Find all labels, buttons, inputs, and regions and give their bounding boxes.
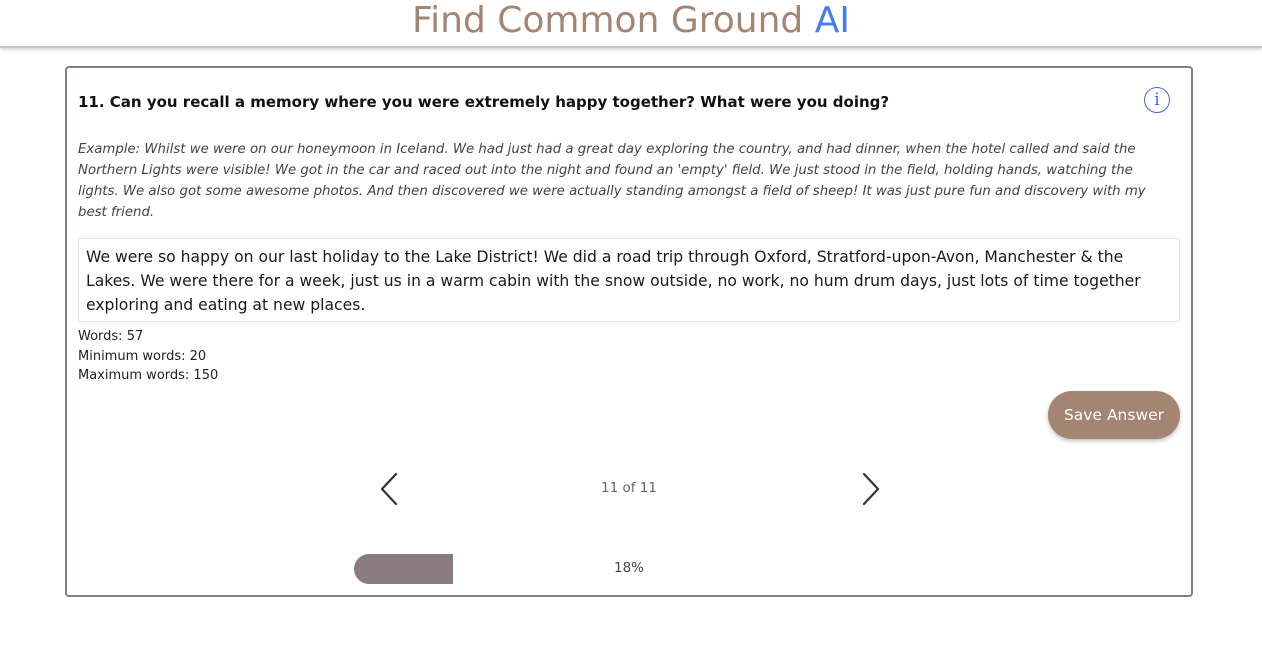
chevron-left-icon[interactable] — [375, 471, 405, 507]
app-title — [412, 0, 850, 42]
maximum-words: Maximum words: 150 — [78, 368, 219, 383]
app-title-accent: AI — [814, 0, 850, 41]
page-indicator: 11 of 11 — [601, 480, 657, 496]
chevron-left-icon-svg — [375, 471, 405, 507]
example-text: Example: Whilst we were on our honeymoon in Iceland. We had just had a great day exploring the country, and had dinner, when the hotel called and said the Northern Lights were visible! We got in the car and raced out into the night and found an 'empty' field. We just stood in the field, holding hands, watching the lights. We also got some awesome photos. And then discovered we were actually standing amongst a field of sheep! It was just pure fun and discovery with my best friend. — [78, 142, 1146, 220]
word-count: Words: 57 — [78, 329, 144, 344]
word-counts — [78, 327, 218, 386]
minimum-words: Minimum words: 20 — [78, 348, 207, 364]
progress-fill — [354, 554, 453, 584]
app-header — [0, 0, 1262, 48]
question-card — [65, 66, 1193, 597]
answer-textarea[interactable]: We were so happy on our last holiday to the Lake District! We did a road trip through Oxford, Stratford-upon-Avon, Manchester & the Lakes. We were there for a week, just us in a warm cabin with the snow outside, no work, no hum drum days, just lots of time together exploring and eating at new places. — [78, 238, 1180, 322]
progress-label: 18% — [613, 560, 644, 576]
chevron-right-icon-svg — [855, 471, 885, 507]
save-answer-button[interactable]: Save Answer — [1048, 391, 1180, 439]
app-title-main: Find Common Ground — [412, 0, 804, 41]
info-icon[interactable]: i — [1144, 87, 1170, 113]
question-title: 11. Can you recall a memory where you were extremely happy together? What were you doing? — [78, 93, 890, 111]
chevron-right-icon[interactable] — [855, 471, 885, 507]
